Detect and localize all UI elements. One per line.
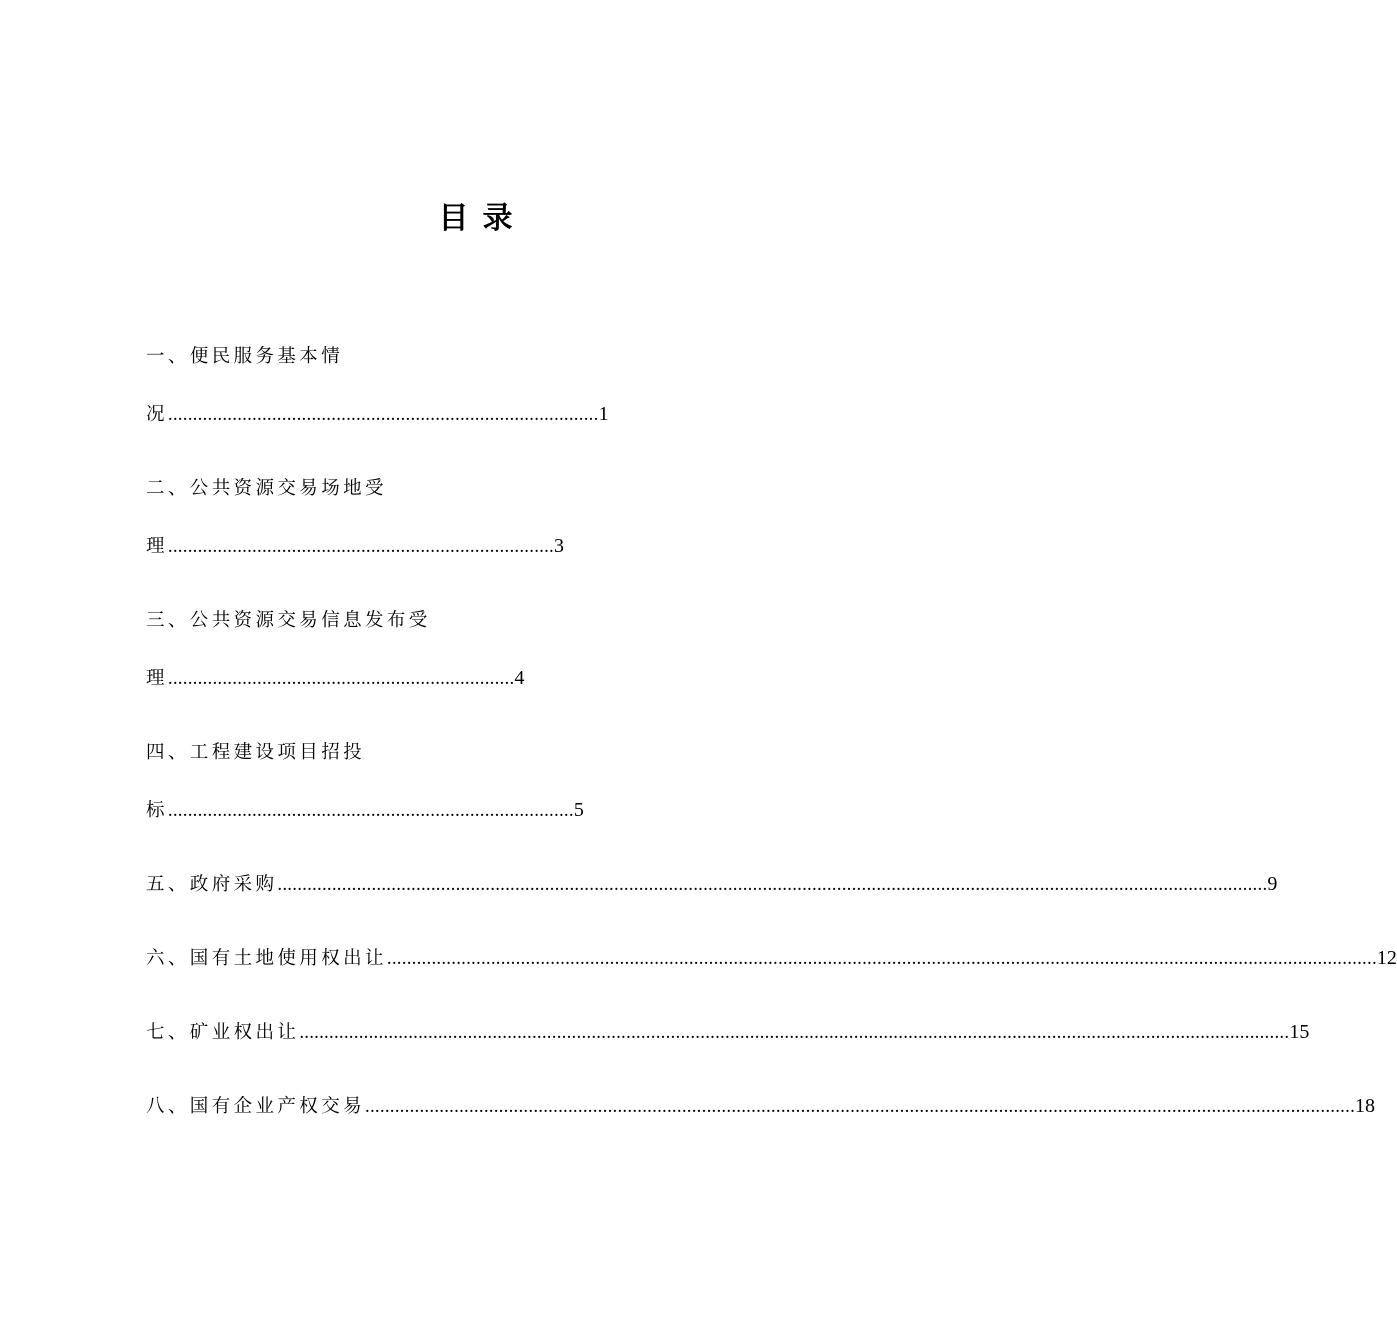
- toc-entry-3-line2[interactable]: [146, 664, 524, 693]
- toc-page-number: 9: [1267, 873, 1278, 895]
- toc-leader-dots: ........................................................................................................................................................................................................: [365, 1096, 1356, 1117]
- toc-page-number: 15: [1289, 1021, 1310, 1043]
- toc-entry-text: 理: [146, 668, 168, 689]
- toc-page-number: 1: [598, 403, 609, 425]
- toc-leader-dots: .......................................................................................: [167, 404, 599, 425]
- toc-entry-text: 七、矿业权出让: [146, 1022, 300, 1043]
- toc-leader-dots: ..............................................................................: [167, 536, 555, 557]
- toc-entry-4-line2[interactable]: [146, 796, 584, 825]
- toc-entry-5[interactable]: [146, 870, 1278, 899]
- toc-title: 目录: [438, 201, 527, 236]
- toc-entry-text: 六、国有土地使用权出让: [146, 948, 387, 969]
- toc-leader-dots: ......................................................................: [167, 668, 515, 689]
- toc-leader-dots: ........................................................................................................................................................................................................: [386, 948, 1377, 969]
- toc-entry-text: 二、公共资源交易场地受: [146, 478, 387, 499]
- toc-entry-text: 理: [146, 536, 168, 557]
- toc-page-number: 5: [573, 799, 584, 821]
- toc-entry-6[interactable]: [146, 944, 1397, 973]
- toc-entry-text: 四、工程建设项目招投: [146, 742, 366, 763]
- toc-page-number: 3: [554, 535, 565, 557]
- toc-entry-4-line1[interactable]: [146, 738, 365, 767]
- toc-entry-8[interactable]: [146, 1092, 1376, 1121]
- toc-leader-dots: ..................................................................................: [167, 800, 574, 821]
- toc-entry-text: 八、国有企业产权交易: [146, 1096, 366, 1117]
- toc-entry-1-line1[interactable]: [146, 342, 343, 371]
- toc-page-number: 4: [514, 667, 525, 689]
- toc-entry-text: 三、公共资源交易信息发布受: [146, 610, 431, 631]
- toc-entry-1-line2[interactable]: [146, 400, 609, 429]
- toc-entry-text: 一、便民服务基本情: [146, 346, 344, 367]
- toc-entry-2-line1[interactable]: [146, 474, 387, 503]
- toc-entry-7[interactable]: [146, 1018, 1310, 1047]
- toc-entry-2-line2[interactable]: [146, 532, 564, 561]
- toc-entry-text: 标: [146, 800, 168, 821]
- toc-entry-3-line1[interactable]: [146, 606, 431, 635]
- toc-page-number: 18: [1355, 1095, 1376, 1117]
- toc-leader-dots: ........................................................................................................................................................................................................: [277, 874, 1268, 895]
- toc-entry-text: 况: [146, 404, 168, 425]
- toc-leader-dots: ........................................................................................................................................................................................................: [299, 1022, 1290, 1043]
- toc-entry-text: 五、政府采购: [146, 874, 278, 895]
- toc-page-number: 12: [1376, 947, 1397, 969]
